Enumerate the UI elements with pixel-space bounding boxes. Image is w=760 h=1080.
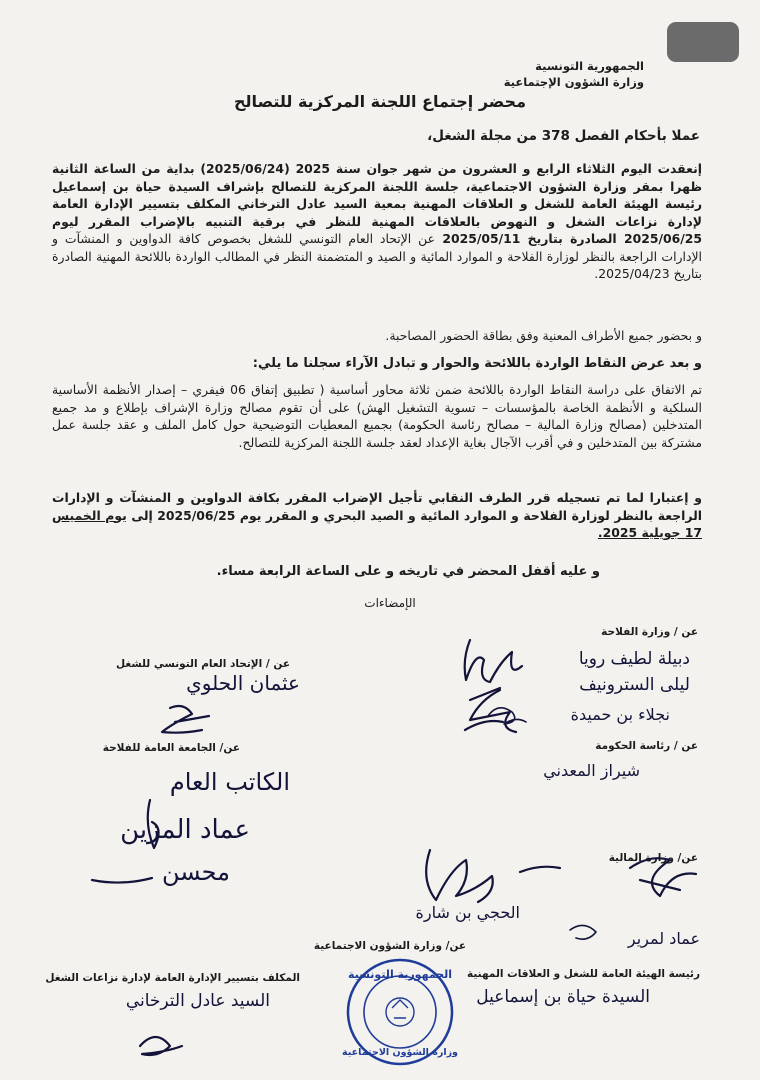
label-social-affairs: عن/ وزارة الشؤون الاجتماعية (313, 940, 467, 952)
utap-signature (92, 768, 290, 886)
ministry-line: وزارة الشؤون الإجتماعية (503, 75, 644, 89)
postponement-lead: و إعتبارا لما تم تسجيله قرر الطرف النقابي تأجيل الإضراب المقرر (285, 490, 702, 505)
paragraph-discussion: و بعد عرض النقاط الواردة باللائحة والحوار و تبادل الآراء سجلنا ما يلي: (252, 356, 702, 371)
document-title: محضر إجتماع اللجنة المركزية للتصالح (234, 92, 526, 111)
government-signature (543, 761, 640, 781)
legal-basis: عملا بأحكام الفصل 378 من مجلة الشغل، (427, 128, 700, 144)
gov-name: شيراز المعدني (543, 761, 640, 780)
republic-line: الجمهورية التونسية (535, 59, 644, 73)
signatures-heading: الإمضاءات (364, 596, 416, 610)
finance-name-1: الحجي بن شارة (415, 903, 520, 922)
hay-name: السيدة حياة بن إسماعيل (476, 987, 650, 1007)
utap-name-1: الكاتب العام (169, 768, 290, 796)
paragraph-opening-normal: عن الإتحاد العام التونسي للشغل بخصوص كافة الدواوين و المنشآت و الإدارات الراجعة بالنظر لوزارة الفلاحة و الموارد المائية و الصيد و المتضمنة النظر في المطالب الواردة باللائحة المهنية الصادرة بتاريخ 2025/04/23. (52, 231, 702, 281)
utap-name-2: عماد المزين (120, 815, 250, 845)
disputes-head-signature (126, 991, 270, 1055)
stamp-inner-ring (364, 976, 436, 1048)
label-finance: عن/ وزارة المالية (608, 852, 698, 864)
paragraph-attendance: و بحضور جميع الأطراف المعنية وفق بطاقة الحضور المصاحبة. (385, 328, 702, 343)
agriculture-signature (465, 640, 690, 732)
labour-head-signature (476, 987, 650, 1007)
utap-name-3: محسن (161, 858, 230, 886)
label-disputes-head: المكلف بتسيير الإدارة العامة لإدارة نزاعات الشغل (45, 972, 300, 984)
agri-name-3: نجلاء بن حميدة (570, 705, 670, 724)
ministry-stamp (342, 960, 458, 1064)
label-government: عن / رئاسة الحكومة (595, 740, 698, 752)
label-labour-head: رئيسة الهيئة العامة للشغل و العلاقات المهنية (467, 968, 700, 980)
agri-name-1: دبيلة لطيف رويا (578, 649, 690, 669)
ugtt-signature (162, 671, 300, 733)
label-utap: عن/ الجامعة العامة للفلاحة (102, 742, 240, 754)
postponement-bold: بكافة الدواوين و المنشآت و الإدارات الراجعة بالنظر لوزارة الفلاحة و الموارد المائية و الصيد البحري و المقرر يوم 2025/06/25 إلى (52, 490, 703, 523)
label-agriculture-ministry: عن / وزارة الفلاحة (601, 626, 698, 638)
amel-name: السيد عادل الترخاني (125, 991, 270, 1011)
ugtt-name: عثمان الحلوي (186, 671, 300, 695)
label-ugtt: عن / الإتحاد العام التونسي للشغل (116, 658, 290, 670)
stamp-emblem-icon (386, 998, 414, 1026)
finance-name-2: عماد لمرير (627, 929, 700, 948)
paragraph-opening-bold: إنعقدت اليوم الثلاثاء الرابع و العشرون من شهر جوان سنة 2025 (2025/06/24) بداية من الساعة الثانية ظهرا بمقر وزارة الشؤون الاجتماعية، جلسة اللجنة المركزية للتصالح بإشراف السيدة حياة بن إسماعيل رئيسة الهيئة العامة للشغل و العلاقات المهنية بمعية السيد عادل الترخاني المكلف بتسيير الإدارة العامة لإدارة نزاعات الشغل و النهوض بالعلاقات المهنية للنظر في برقية التنبيه بالإضراب المقرر ليوم 2025/06/25 الصادرة بتاريخ 2025/05/11 (52, 161, 702, 246)
stamp-outer-text: الجمهورية التونسية (347, 968, 453, 981)
stamp-inner-text: وزارة الشؤون الاجتماعية (342, 1047, 458, 1058)
paragraph-agreement: تم الاتفاق على دراسة النقاط الواردة باللائحة ضمن ثلاثة محاور أساسية ( تطبيق إتفاق 06 فيفري – إصدار الأنظمة الأساسية السلكية و الأنظمة الخاصة بالمؤسسات – تسوية التشغيل الهش) على أن تقوم مصالح وزارة الإشراف بإطلاع و مد جميع المتدخلين (مصالح وزارة المالية – مصالح رئاسة الحكومة) بجميع المعطيات التوضيحية حول كامل الملف و عقد جلسة عمل مشتركة بين المتدخلين و في أقرب الآجال بغاية الإعداد لعقد جلسة اللجنة المركزية للتصالح. (52, 382, 702, 450)
postponement-date: يوم الخميس 17 جويلية 2025. (52, 507, 702, 540)
agri-name-2: ليلى السترونيف (579, 675, 690, 695)
finance-signature (415, 850, 700, 949)
closing-line: و عليه أقفل المحضر في تاريخه و على الساعة الرابعة مساء. (216, 564, 600, 579)
